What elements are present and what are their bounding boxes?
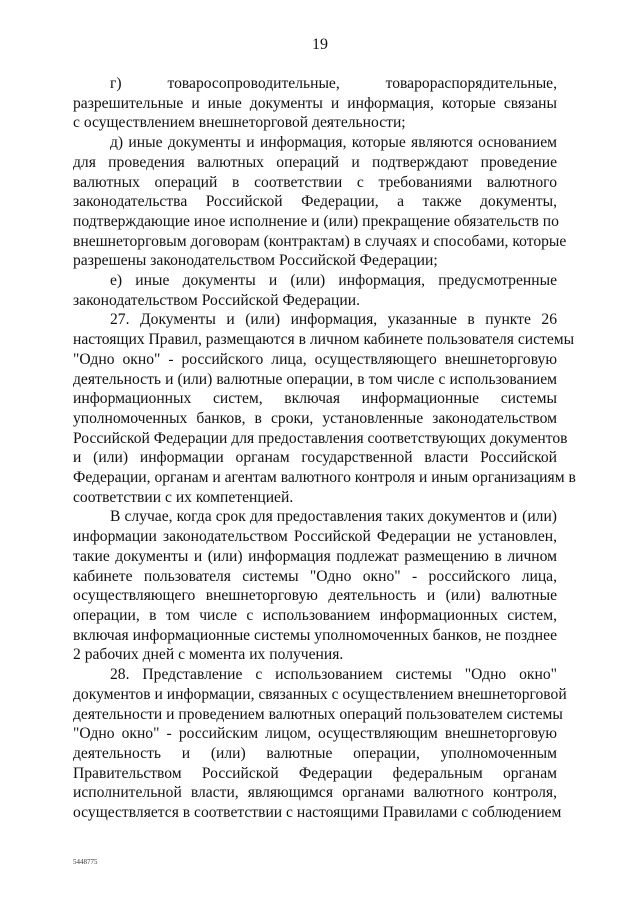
text-line: д) иные документы и информация, которые являются основанием [110,134,557,152]
text-line: Федерации, органам и агентам валютного контроля и иным организациям в [73,469,576,487]
text-line: "Одно окно" - российского лица, осуществляющего внешнеторговую [73,350,557,368]
text-line: деятельность и (или) валютные операции, уполномоченным [73,744,557,762]
text-line: 28. Представление с использованием системы "Одно окно" [110,666,557,684]
text-line: информации законодательством Российской Федерации не установлен, [73,528,557,546]
document-code: 5448775 [73,858,98,866]
document-body [73,74,576,823]
text-line: такие документы и (или) информация подлежат размещению в личном [73,547,557,565]
text-line: деятельности и проведением валютных операций пользователем системы [73,705,563,723]
text-line: внешнеторговым договорам (контрактам) в случаях и способами, которые [73,232,567,250]
text-line: г) товаросопроводительные, товарораспорядительные, [110,75,557,92]
page-number: 19 [312,36,328,53]
text-line: разрешительные и иные документы и информация, которые связаны [73,94,557,112]
text-line: В случае, когда срок для предоставления таких документов и (или) [110,508,557,526]
paragraph [73,665,567,823]
text-line: законодательства Российской Федерации, а также документы, [73,193,557,211]
text-line: осуществляется в соответствии с настоящими Правилами с соблюдением [73,804,562,822]
text-line: Российской Федерации для предоставления соответствующих документов [73,429,568,447]
text-line: информационных систем, включая информационные системы [73,390,557,408]
text-line: е) иные документы и (или) информация, предусмотренные [110,272,557,290]
text-line: 27. Документы и (или) информация, указанные в пункте 26 [110,311,557,329]
paragraph [73,133,567,271]
text-line: законодательством Российской Федерации. [73,291,360,309]
paragraph [73,74,557,133]
text-line: Правительством Российской Федерации федеральным органам [73,764,557,782]
text-line: "Одно окно" - российским лицом, осуществляющим внешнеторговую [73,725,557,743]
paragraph [73,507,557,665]
text-line: валютных операций в соответствии с требованиями валютного [73,173,557,191]
text-line: подтверждающие иное исполнение и (или) прекращение обязательств по [73,212,559,230]
text-line: документов и информации, связанных с осуществлением внешнеторговой [73,685,567,703]
text-line: с осуществлением внешнеторговой деятельности; [73,114,406,132]
text-line: операции, в том числе с использованием информационных систем, [73,606,557,624]
text-line: уполномоченных банков, в сроки, установленные законодательством [73,409,557,427]
text-line: 2 рабочих дней с момента их получения. [73,646,344,664]
text-line: разрешены законодательством Российской Федерации; [73,252,438,270]
text-line: и (или) информации органам государственной власти Российской [73,449,557,467]
text-line: соответствии с их компетенцией. [73,488,294,506]
paragraph [73,271,557,310]
text-line: для проведения валютных операций и подтверждают проведение [73,153,557,171]
text-line: исполнительной власти, являющимся органами валютного контроля, [73,784,557,802]
text-line: осуществляющего внешнеторговую деятельность и (или) валютные [73,587,557,605]
paragraph [73,310,576,507]
text-line: деятельность и (или) валютные операции, в том числе с использованием [73,370,557,388]
text-line: кабинете пользователя системы "Одно окно" - российского лица, [73,567,557,585]
text-line: включая информационные системы уполномоченных банков, не позднее [73,626,557,644]
text-line: настоящих Правил, размещаются в личном кабинете пользователя системы [73,331,575,349]
